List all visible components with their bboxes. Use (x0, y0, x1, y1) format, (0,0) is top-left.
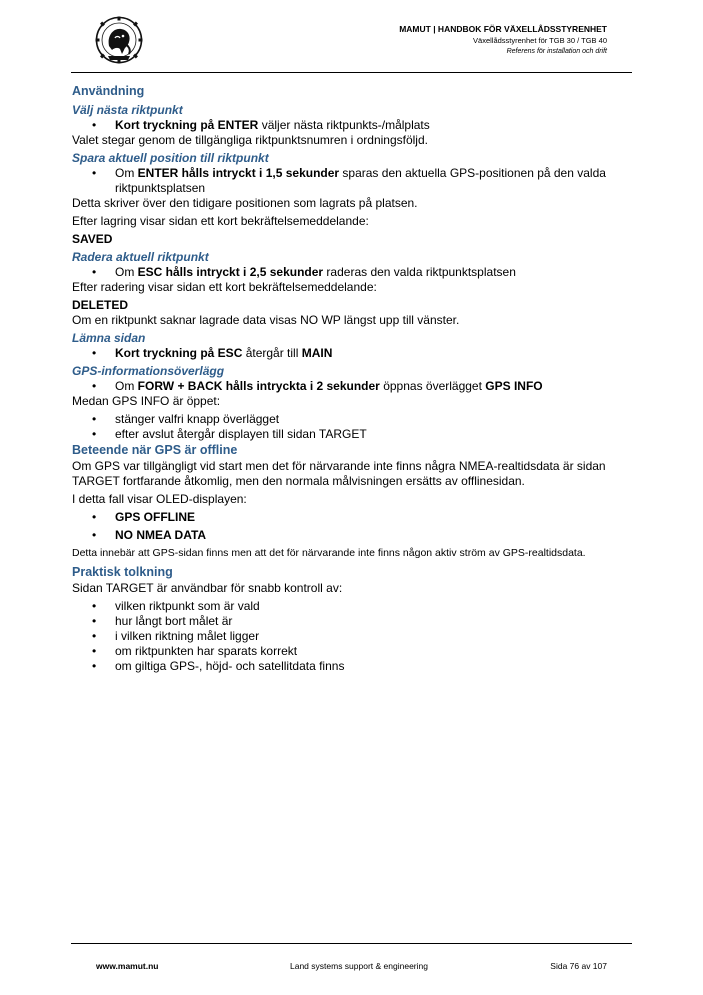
bold-text: ESC hålls intryckt i 2,5 sekunder (137, 265, 324, 279)
footer-center-text: Land systems support & engineering (290, 961, 428, 971)
page-content (72, 82, 632, 674)
list-item (72, 166, 632, 196)
bold-text: FORW + BACK hålls intryckta i 2 sekunder (137, 379, 380, 393)
list-item (72, 510, 632, 525)
paragraph: Sidan TARGET är användbar för snabb kontroll av: (72, 581, 343, 595)
header-subtitle: Växellådsstyrenhet för TGB 30 / TGB 40 (473, 36, 607, 45)
page-header (71, 14, 632, 73)
text: Om (115, 265, 138, 279)
footer-page-number: Sida 76 av 107 (550, 961, 607, 971)
paragraph: I detta fall visar OLED-displayen: (72, 492, 247, 506)
deleted-message (72, 298, 632, 313)
list-item (72, 379, 632, 394)
paragraph: Medan GPS INFO är öppet: (72, 394, 221, 408)
list-item (72, 265, 632, 280)
mamut-logo (95, 16, 143, 64)
bullet-list (72, 599, 632, 674)
bullet-list (72, 118, 632, 133)
list-item: • efter avslut återgår displayen till sidan TARGET (72, 427, 632, 442)
bullet-list (72, 166, 632, 196)
list-item: • om giltiga GPS-, höjd- och satellitdata finns (72, 659, 632, 674)
bold-text: NO NMEA DATA (115, 528, 207, 542)
bullet-list (72, 346, 632, 361)
paragraph: Valet stegar genom de tillgängliga riktpunktsnumren i ordningsföljd. (72, 133, 428, 147)
text: sparas den aktuella GPS-positionen på den valda riktpunktsplatsen (115, 166, 606, 195)
text: raderas den valda riktpunktsplatsen (323, 265, 516, 279)
header-subtitle-2: Referens för installation och drift (506, 48, 607, 55)
text: återgår till (242, 346, 302, 360)
list-item (72, 118, 632, 133)
paragraph: Om GPS var tillgängligt vid start men det för närvarande inte finns några NMEA-realtidsdata är sidan TARGET fortfarande åtkomlig, men den normala målvisningen ersätts av offlinesidan. (72, 459, 606, 488)
bullet-list (72, 510, 632, 543)
paragraph: Efter radering visar sidan ett kort bekräftelsemeddelande: (72, 280, 377, 294)
bullet-list (72, 412, 632, 442)
heading-select-next-waypoint: Välj nästa riktpunkt (72, 103, 183, 117)
list-item: • i vilken riktning målet ligger (72, 629, 632, 644)
list-item: • vilken riktpunkt som är vald (72, 599, 632, 614)
paragraph: Om en riktpunkt saknar lagrade data visas NO WP längst upp till vänster. (72, 313, 460, 327)
bullet-list (72, 265, 632, 280)
bold-text: ENTER hålls intryckt i 1,5 sekunder (137, 166, 340, 180)
heading-delete-waypoint: Radera aktuell riktpunkt (72, 250, 209, 264)
list-item: • hur långt bort målet är (72, 614, 632, 629)
bullet-list (72, 379, 632, 394)
text: öppnas överlägget (379, 379, 486, 393)
page-footer (71, 943, 632, 974)
heading-save-position: Spara aktuell position till riktpunkt (72, 151, 269, 165)
paragraph: Detta innebär att GPS-sidan finns men att det för närvarande inte finns någon aktiv ström av GPS-realtidsdata. (72, 547, 586, 559)
text: Om (115, 166, 138, 180)
header-text (399, 24, 607, 57)
list-item (72, 528, 632, 543)
text: väljer nästa riktpunkts-/målplats (258, 118, 430, 132)
bold-text: Kort tryckning på ESC (115, 346, 243, 360)
list-item: • om riktpunkten har sparats korrekt (72, 644, 632, 659)
list-item (72, 346, 632, 361)
paragraph: Efter lagring visar sidan ett kort bekräftelsemeddelande: (72, 214, 369, 228)
heading-leave-page: Lämna sidan (72, 331, 146, 345)
bold-text: DELETED (72, 298, 129, 312)
bold-text: SAVED (72, 232, 113, 246)
heading-gps-overlay: GPS-informationsöverlägg (72, 364, 225, 378)
saved-message (72, 232, 632, 247)
list-item: • stänger valfri knapp överlägget (72, 412, 632, 427)
heading-gps-offline: Beteende när GPS är offline (72, 443, 238, 457)
bold-text: GPS OFFLINE (115, 510, 196, 524)
bold-text: Kort tryckning på ENTER (115, 118, 259, 132)
header-title: MAMUT | HANDBOK FÖR VÄXELLÅDSSTYRENHET (399, 24, 607, 34)
bold-text: GPS INFO (485, 379, 543, 393)
text: Om (115, 379, 138, 393)
footer-website-link[interactable]: www.mamut.nu (96, 961, 159, 971)
paragraph: Detta skriver över den tidigare positionen som lagrats på platsen. (72, 196, 418, 210)
heading-practical: Praktisk tolkning (72, 565, 173, 579)
bold-text: MAIN (301, 346, 333, 360)
heading-usage: Användning (72, 84, 145, 98)
